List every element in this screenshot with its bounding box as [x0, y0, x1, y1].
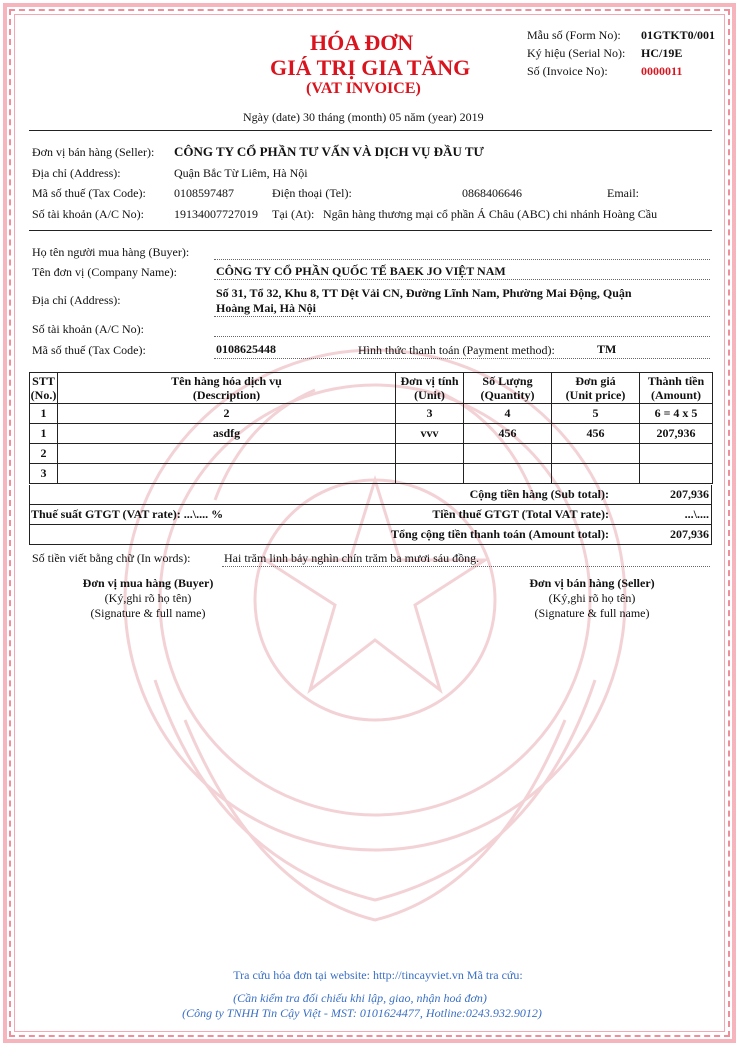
col-header-description-l2: (Description) — [192, 388, 261, 402]
table-cell: 1 — [30, 424, 58, 444]
table-header-row — [30, 373, 713, 404]
seller-account-label: Số tài khoản (A/C No): — [32, 207, 144, 221]
table-cell — [58, 464, 396, 484]
divider — [29, 130, 712, 131]
footer-company: (Công ty TNHH Tin Cậy Việt - MST: 0101624477, Hotline:0243.932.9012) — [182, 1006, 542, 1020]
vat-rate-label: Thuế suất GTGT (VAT rate): ...\.... % — [31, 507, 224, 521]
buyer-account-line — [214, 336, 710, 337]
table-cell — [464, 444, 552, 464]
invoice-title-en: (VAT INVOICE) — [306, 80, 421, 97]
payment-method-label: Hình thức thanh toán (Payment method): — [358, 343, 555, 357]
table-cell — [464, 464, 552, 484]
vat-total-value: ...\.... — [684, 507, 709, 521]
invoice-title-vn: HÓA ĐƠN — [310, 30, 414, 55]
serial-no-label: Ký hiệu (Serial No): — [527, 46, 626, 60]
buyer-name-label: Họ tên người mua hàng (Buyer): — [32, 245, 190, 259]
buyer-company-label: Tên đơn vị (Company Name): — [32, 265, 177, 279]
table-cell — [640, 444, 713, 464]
vat-row — [29, 505, 712, 525]
col-header-quantity — [464, 373, 552, 404]
buyer-signature-title: Đơn vị mua hàng (Buyer) — [82, 576, 214, 590]
col-header-no-l2: (No.) — [30, 388, 57, 402]
col-header-description — [58, 373, 396, 404]
table-cell — [396, 464, 464, 484]
table-cell — [552, 464, 640, 484]
col-header-unit-l2: (Unit) — [414, 388, 445, 402]
buyer-address-line1: Số 31, Tổ 32, Khu 8, TT Dệt Vải CN, Đường Lĩnh Nam, Phường Mai Động, Quận — [216, 286, 632, 300]
serial-no-value: HC/19E — [641, 46, 683, 60]
total-value: 207,936 — [670, 527, 709, 541]
table-cell: 6 = 4 x 5 — [640, 404, 713, 424]
table-row — [30, 444, 713, 464]
invoice-no-label: Số (Invoice No): — [527, 64, 608, 78]
col-header-quantity-l1: Số Lượng — [482, 374, 533, 388]
seller-email-label: Email: — [607, 186, 639, 200]
table-cell: 3 — [30, 464, 58, 484]
col-header-unit — [396, 373, 464, 404]
table-cell: 4 — [464, 404, 552, 424]
invoice-date: Ngày (date) 30 tháng (month) 05 năm (year) 2019 — [243, 110, 484, 124]
col-header-amount — [640, 373, 713, 404]
seller-name-value: CÔNG TY CỔ PHẦN TƯ VẤN VÀ DỊCH VỤ ĐẦU TƯ — [174, 144, 484, 159]
table-cell: 456 — [464, 424, 552, 444]
seller-signature-title: Đơn vị bán hàng (Seller) — [529, 576, 655, 590]
buyer-tax-value: 0108625448 — [216, 342, 276, 356]
buyer-company-line — [214, 279, 710, 280]
buyer-name-line — [214, 259, 710, 260]
buyer-address-line2: Hoàng Mai, Hà Nội — [216, 301, 317, 315]
table-row — [30, 404, 713, 424]
col-header-unit-price-l1: Đơn giá — [575, 374, 616, 388]
table-cell: 1 — [30, 404, 58, 424]
seller-account-value: 19134007727019 — [174, 207, 258, 221]
table-cell — [552, 444, 640, 464]
buyer-tax-label: Mã số thuế (Tax Code): — [32, 343, 146, 357]
subtotal-value: 207,936 — [670, 487, 709, 501]
table-cell: vvv — [396, 424, 464, 444]
table-cell — [640, 464, 713, 484]
table-cell: 207,936 — [640, 424, 713, 444]
seller-address-value: Quận Bắc Từ Liêm, Hà Nội — [174, 166, 308, 180]
col-header-quantity-l2: (Quantity) — [480, 388, 535, 402]
total-label: Tổng cộng tiền thanh toán (Amount total): — [390, 527, 609, 541]
table-row — [30, 424, 713, 444]
table-cell: 3 — [396, 404, 464, 424]
col-header-amount-l2: (Amount) — [651, 388, 701, 402]
buyer-address-label: Địa chỉ (Address): — [32, 293, 121, 307]
table-cell: asdfg — [58, 424, 396, 444]
table-cell — [396, 444, 464, 464]
subtotal-label: Cộng tiền hàng (Sub total): — [469, 487, 609, 501]
table-cell: 5 — [552, 404, 640, 424]
table-cell — [58, 444, 396, 464]
buyer-account-label: Số tài khoản (A/C No): — [32, 322, 144, 336]
col-header-description-l1: Tên hàng hóa dịch vụ — [171, 374, 282, 388]
seller-bank-value: Ngân hàng thương mại cổ phần Á Châu (ABC) chi nhánh Hoàng Cầu — [323, 207, 658, 221]
buyer-address-line — [214, 316, 710, 317]
in-words-value: Hai trăm linh bảy nghìn chín trăm ba mươi sáu đồng. — [224, 551, 480, 565]
in-words-label: Số tiền viết bằng chữ (In words): — [32, 551, 191, 565]
invoice-no-value: 0000011 — [641, 64, 683, 78]
buyer-signature-sub2: (Signature & full name) — [90, 606, 206, 620]
col-header-amount-l1: Thành tiền — [647, 374, 705, 388]
buyer-company-value: CÔNG TY CỔ PHẦN QUỐC TẾ BAEK JO VIỆT NAM — [216, 264, 506, 278]
seller-bank-label: Tại (At): — [272, 207, 315, 221]
table-cell: 2 — [30, 444, 58, 464]
seller-tax-value: 0108597487 — [174, 186, 234, 200]
seller-signature-sub1: (Ký,ghi rõ họ tên) — [548, 591, 636, 605]
seller-phone-value: 0868406646 — [462, 186, 522, 200]
vat-total-label: Tiền thuế GTGT (Total VAT rate): — [432, 507, 609, 521]
buyer-tax-line — [214, 358, 710, 359]
col-header-unit-price — [552, 373, 640, 404]
total-row — [29, 525, 712, 545]
seller-address-label: Địa chỉ (Address): — [32, 166, 121, 180]
table-cell: 2 — [58, 404, 396, 424]
in-words-line — [222, 566, 710, 567]
col-header-unit-price-l2: (Unit price) — [565, 388, 626, 402]
seller-signature-sub2: (Signature & full name) — [534, 606, 650, 620]
footer-note: (Cần kiểm tra đối chiếu khi lập, giao, nhận hoá đơn) — [233, 991, 487, 1005]
items-table — [29, 372, 713, 484]
seller-phone-label: Điện thoại (Tel): — [272, 186, 352, 200]
invoice-title-vat: GIÁ TRỊ GIA TĂNG — [270, 55, 471, 80]
seller-name-label: Đơn vị bán hàng (Seller): — [32, 145, 155, 159]
col-header-no — [30, 373, 58, 404]
lookup-link[interactable]: Tra cứu hóa đơn tại website: http://tincayviet.vn Mã tra cứu: — [233, 968, 523, 982]
form-no-value: 01GTKT0/001 — [641, 28, 716, 42]
divider — [29, 230, 712, 231]
table-row — [30, 464, 713, 484]
seller-tax-label: Mã số thuế (Tax Code): — [32, 186, 146, 200]
form-no-label: Mẫu số (Form No): — [527, 28, 621, 42]
buyer-signature-sub1: (Ký,ghi rõ họ tên) — [104, 591, 192, 605]
col-header-unit-l1: Đơn vị tính — [400, 374, 459, 388]
table-cell: 456 — [552, 424, 640, 444]
subtotal-row — [29, 485, 712, 505]
payment-method-value: TM — [597, 342, 617, 356]
col-header-no-l1: STT — [32, 374, 55, 388]
